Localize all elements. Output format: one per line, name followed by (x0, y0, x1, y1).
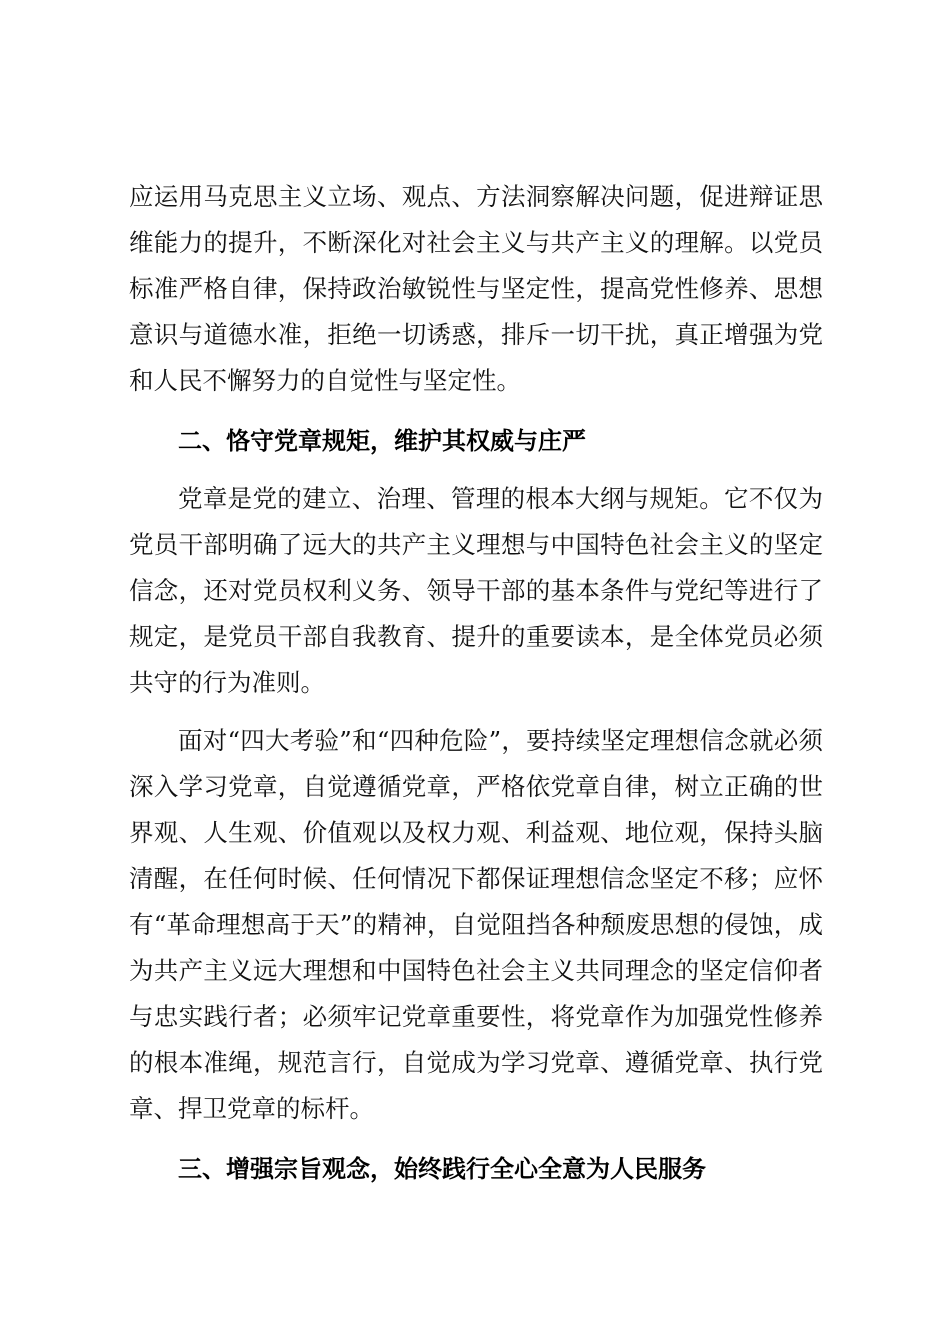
section-heading-3: 三、增强宗旨观念，始终践行全心全意为人民服务 (178, 1155, 706, 1183)
paragraph-four-tests: 面对“四大考验”和“四种危险”，要持续坚定理想信念就必须深入学习党章，自觉遵循党章，严格依党章自律，树立正确的世界观、人生观、价值观以及权力观、利益观、地位观，保持头脑清醒，在任何时候、任何情况下都保证理想信念坚定不移；应怀有“革命理想高于天”的精神，自觉阻挡各种颓废思想的侵蚀，成为共产主义远大理想和中国特色社会主义共同理念的坚定信仰者与忠实践行者；必须牢记党章重要性，将党章作为加强党性修养的根本准绳，规范言行，自觉成为学习党章、遵循党章、执行党章、捍卫党章的标杆。 (129, 726, 823, 1123)
document-body (129, 174, 823, 1192)
paragraph-continuation: 应运用马克思主义立场、观点、方法洞察解决问题，促进辩证思维能力的提升，不断深化对社会主义与共产主义的理解。以党员标准严格自律，保持政治敏锐性与坚定性，提高党性修养、思想意识与道德水准，拒绝一切诱惑，排斥一切干扰，真正增强为党和人民不懈努力的自觉性与坚定性。 (129, 182, 823, 395)
paragraph-party-constitution: 党章是党的建立、治理、管理的根本大纲与规矩。它不仅为党员干部明确了远大的共产主义理想与中国特色社会主义的坚定信念，还对党员权利义务、领导干部的基本条件与党纪等进行了规定，是党员干部自我教育、提升的重要读本，是全体党员必须共守的行为准则。 (129, 484, 823, 697)
section-heading-2: 二、恪守党章规矩，维护其权威与庄严 (178, 427, 586, 455)
